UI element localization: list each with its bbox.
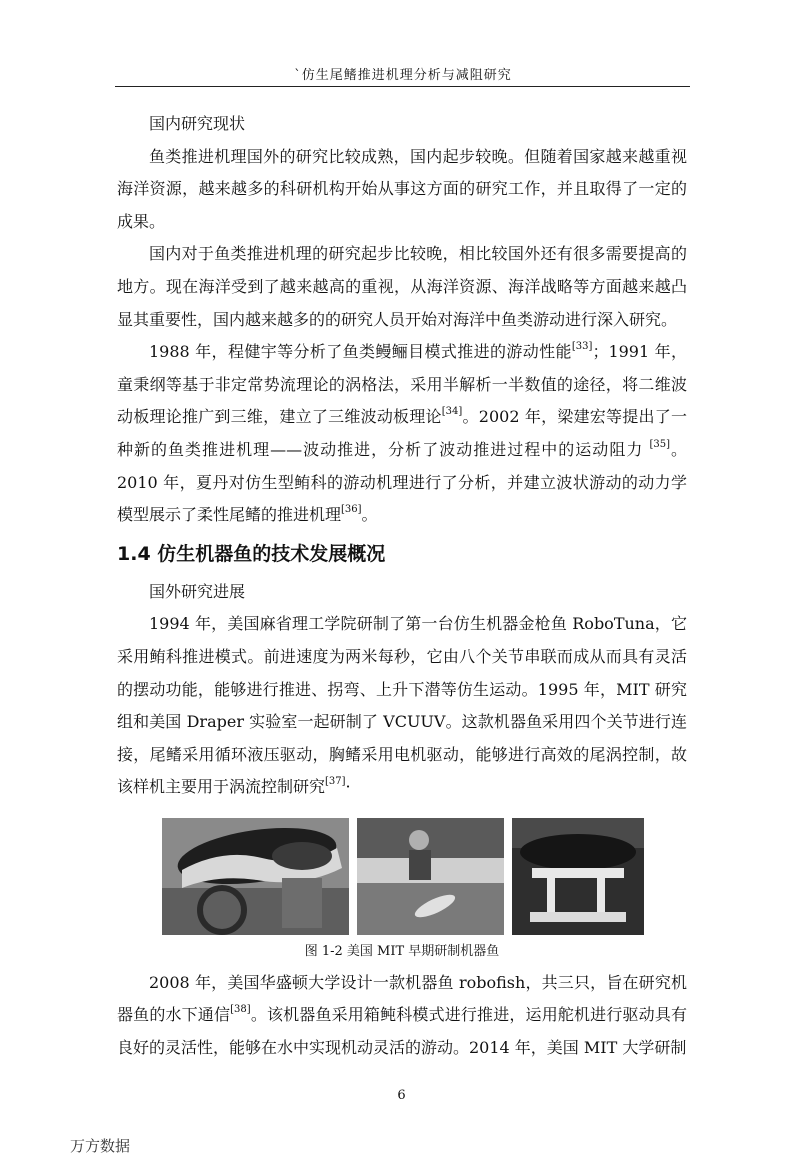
text-run: · [345,777,351,797]
text-run: 1994 年，美国麻省理工学院研制了第一台仿生机器金枪鱼 RoboTuna，它采用鲔科推进模式。前进速度为两米每秒，它由八个关节串联而成从而具有灵活的摆动功能，能够进行推进、拐弯、上升下潜等仿生运动。1995 年，MIT 研究组和美国 Draper 实验室一起研制了 VCUUV。这款机器鱼采用四个关节进行连接，尾鳍采用循环液压驱动，胸鳍采用电机驱动，能够进行高效的尾涡控制，故该样机主要用于涡流控制研究 [117,614,687,797]
paragraph-foreign-1 [117,608,687,804]
paragraph-foreign-2 [117,967,687,1065]
citation: [38] [230,1004,251,1016]
citation: [35] [649,438,670,450]
watermark: 万方数据 [70,1137,131,1155]
section-heading-1-4: 1.4 仿生机器鱼的技术发展概况 [117,542,386,565]
mit-lab-tank-photo [357,818,504,935]
text-run: 1988 年，程健宇等分析了鱼类鳗鲡目模式推进的游动性能 [149,342,572,362]
paragraph-domestic-3 [117,336,687,532]
text-run: 。 [361,505,378,525]
text-run: 。2002 年，梁建宏等提出了一种新的鱼类推进机理——波动推进，分析了波动推进过程中的运动阻力 [117,407,687,459]
page-number: 6 [397,1088,406,1103]
header-rule [115,86,690,87]
subheading-domestic: 国内研究现状 [149,114,246,133]
citation: [37] [325,775,346,787]
text-run: 。该机器鱼采用箱鲀科模式进行推进，运用舵机进行驱动具有良好的灵活性，能够在水中实现机动灵活的游动。2014 年，美国 MIT 大学研制 [117,1005,687,1058]
text-run: ；1991 年，童秉纲等基于非定常势流理论的涡格法，采用半解析一半数值的途径，将二维波动板理论推广到三维，建立了三维波动板理论 [117,342,687,427]
subheading-foreign: 国外研究进展 [149,581,246,601]
paragraph-domestic-2: 国内对于鱼类推进机理的研究起步比较晚，相比较国外还有很多需要提高的地方。现在海洋受到了越来越高的重视，从海洋资源、海洋战略等方面越来越凸显其重要性，国内越来越多的的研究人员开始对海洋中鱼类游动进行深入研究。 [117,244,687,329]
paragraph-domestic-1: 鱼类推进机理国外的研究比较成熟，国内起步较晚。但随着国家越来越重视海洋资源，越来越多的科研机构开始从事这方面的研究工作，并且取得了一定的成果。 [117,146,687,231]
text-run: 。2010 年，夏丹对仿生型鲔科的游动机理进行了分析，并建立波状游动的动力学模型展示了柔性尾鳍的推进机理 [117,439,687,525]
vcuuv-photo [512,818,644,935]
robotuna-photo [162,818,349,935]
figure-1-2 [117,818,687,935]
page-body [117,108,687,1065]
figure-caption: 图 1-2 美国 MIT 早期研制机器鱼 [304,943,500,959]
running-header: `仿生尾鳍推进机理分析与减阻研究 [294,68,512,83]
text-run: 2008 年，美国华盛顿大学设计一款机器鱼 robofish，共三只，旨在研究机器鱼的水下通信 [117,972,687,1025]
citation: [34] [441,406,463,418]
citation: [36] [341,503,362,515]
citation: [33] [571,340,593,352]
